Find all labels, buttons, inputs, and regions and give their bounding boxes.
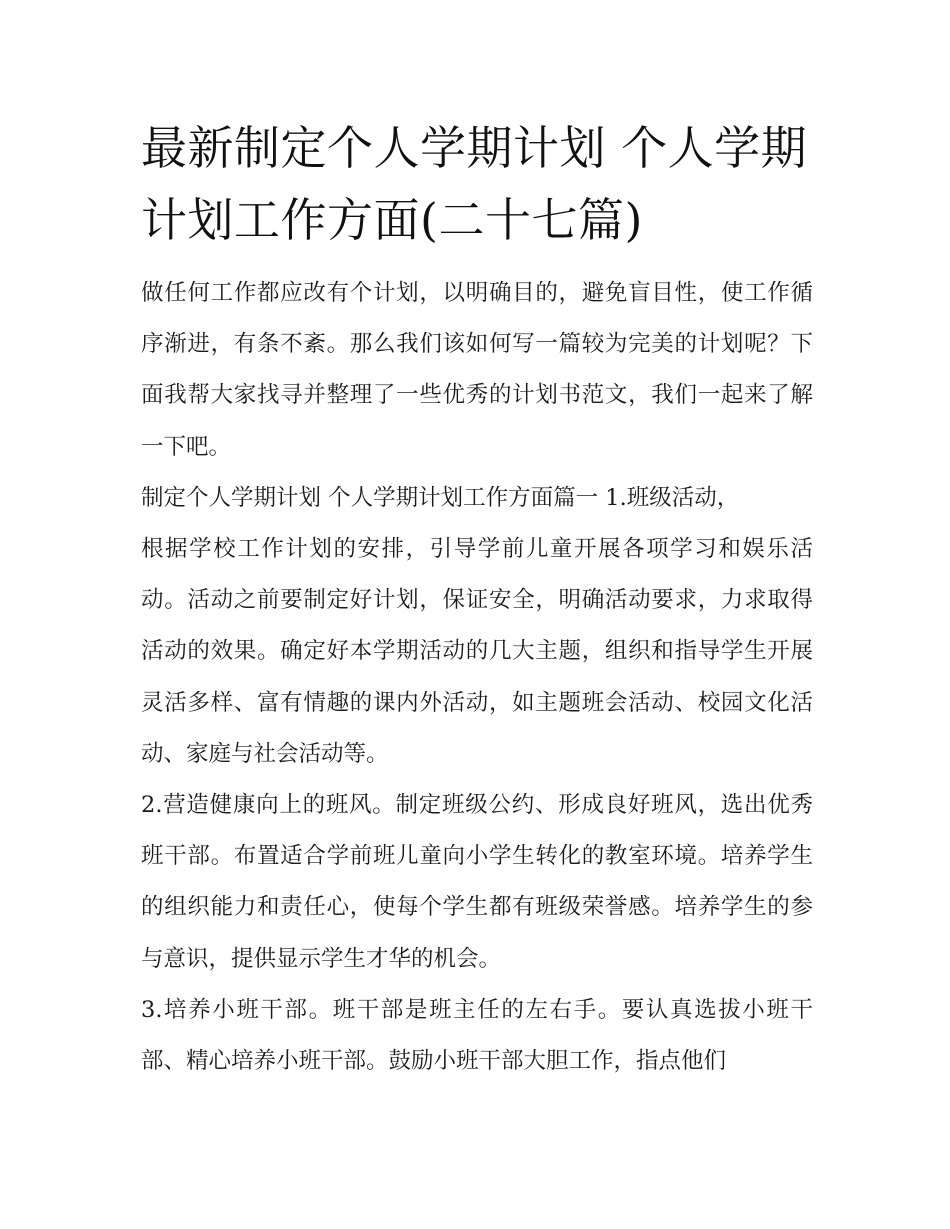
paragraph-class-activities: 根据学校工作计划的安排，引导学前儿童开展各项学习和娱乐活动。活动之前要制定好计划，保证安全，明确活动要求，力求取得活动的效果。确定好本学期活动的几大主题，组织和指导学生开展灵活多样、富有情趣的课内外活动，如主题班会活动、校园文化活动、家庭与社会活动等。 — [141, 536, 813, 767]
document-title: 最新制定个人学期计划 个人学期计划工作方面(二十七篇) — [141, 121, 808, 247]
paragraph-intro: 做任何工作都应改有个计划，以明确目的，避免盲目性，使工作循序渐进，有条不紊。那么我们该如何写一篇较为完美的计划呢？下面我帮大家找寻并整理了一些优秀的计划书范文，我们一起来了解一下吧。 — [141, 280, 813, 460]
paragraph-class-atmosphere: 2.营造健康向上的班风。制定班级公约、形成良好班风，选出优秀班干部。布置适合学前班儿童向小学生转化的教室环境。培养学生的组织能力和责任心，使每个学生都有班级荣誉感。培养学生的参与意识，提供显示学生才华的机会。 — [141, 792, 813, 972]
paragraph-class-cadres: 3.培养小班干部。班干部是班主任的左右手。要认真选拔小班干部、精心培养小班干部。鼓励小班干部大胆工作，指点他们 — [141, 996, 813, 1075]
paragraph-section-heading: 制定个人学期计划 个人学期计划工作方面篇一 1.班级活动， — [141, 484, 740, 511]
document-body — [141, 112, 813, 1087]
